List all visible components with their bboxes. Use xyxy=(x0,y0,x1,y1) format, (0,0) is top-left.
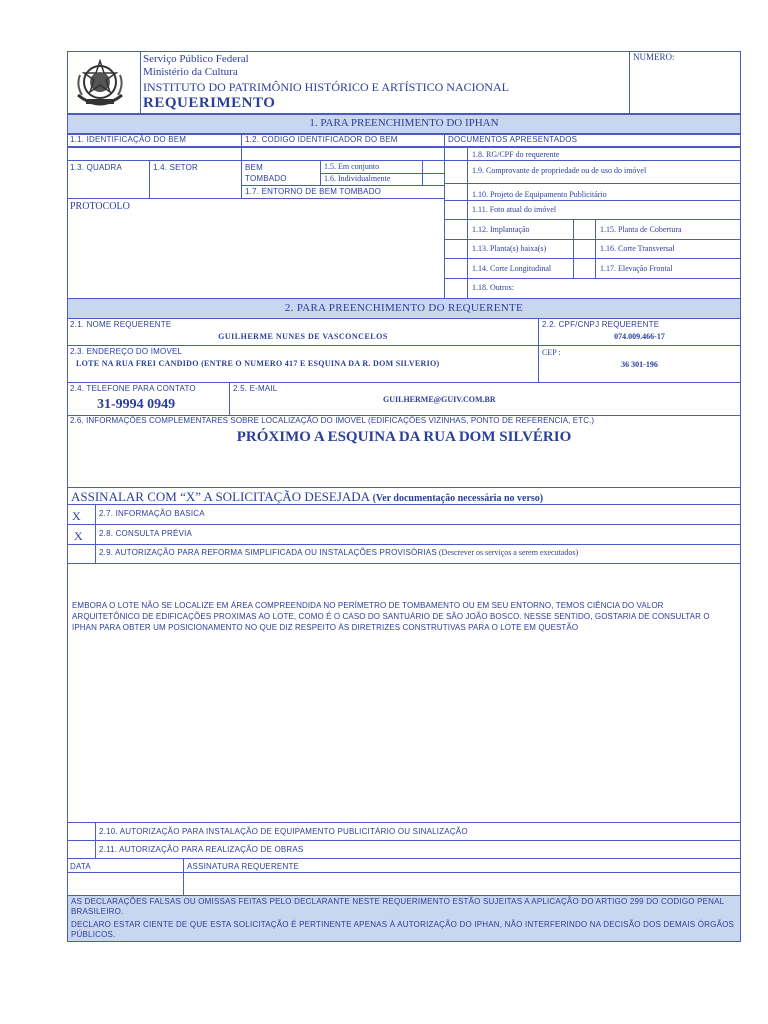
label-assinatura: ASSINATURA REQUERENTE xyxy=(187,862,300,871)
label-1-2: 1.2. CODIGO IDENTIFICADOR DO BEM xyxy=(245,135,398,144)
doc-label-1-8: 1.8. RG/CPF do requerente xyxy=(472,150,560,159)
doc-checkbox-1-18[interactable] xyxy=(444,278,468,299)
value-nome: GUILHERME NUNES DE VASCONCELOS xyxy=(218,332,388,341)
page-title: REQUERIMENTO xyxy=(143,95,276,111)
checkbox-2-11[interactable] xyxy=(67,840,96,859)
label-1-1: 1.1. IDENTIFICAÇÃO DO BEM xyxy=(70,135,187,144)
doc-label-1-14: 1.14. Corte Longitudinal xyxy=(472,264,552,273)
row-divider xyxy=(67,872,741,873)
doc-label-1-9: 1.9. Comprovante de propriedade ou de uso do imóvel xyxy=(472,166,647,175)
doc-label-1-11: 1.11. Foto atual do imóvel xyxy=(472,205,557,214)
doc-checkbox-1-9[interactable] xyxy=(444,160,468,184)
doc-checkbox-1-16[interactable] xyxy=(573,239,596,259)
doc-checkbox-1-12[interactable] xyxy=(444,219,468,240)
doc-checkbox-1-11[interactable] xyxy=(444,200,468,220)
label-1-3: 1.3. QUADRA xyxy=(70,163,122,172)
label-1-4: 1.4. SETOR xyxy=(153,163,198,172)
footer-note-2: DECLARO ESTAR CIENTE DE QUE ESTA SOLICITAÇÃO É PERTINENTE APENAS À AUTORIZAÇÃO DO IPHAN, NÃO INTERFERINDO NA DECISÃO DOS DEMAIS ÓRGÃOS PÚBLICOS. xyxy=(71,920,735,939)
header-ministry: Ministério da Cultura xyxy=(143,66,238,78)
label-2-6: 2.6. INFORMAÇÕES COMPLEMENTARES SOBRE LOCALIZAÇÃO DO IMOVEL (EDIFICAÇÕES VIZINHAS, PONTO DE REFERENCIA, ETC.) xyxy=(70,416,595,425)
mark-2-8: X xyxy=(74,529,83,543)
label-2-5: 2.5. E-MAIL xyxy=(233,384,278,393)
label-2-10: 2.10. AUTORIZAÇÃO PARA INSTALAÇÃO DE EQUIPAMENTO PUBLICITÁRIO OU SINALIZAÇÃO xyxy=(99,827,468,836)
label-cep: CEP : xyxy=(542,348,561,357)
label-2-1: 2.1. NOME REQUERENTE xyxy=(70,320,172,329)
protocolo-box-2[interactable] xyxy=(241,147,445,161)
label-2-3: 2.3. ENDEREÇO DO IMOVEL xyxy=(70,347,183,356)
docs-title: DOCUMENTOS APRESENTADOS xyxy=(448,135,578,144)
label-1-6: 1.6. Individualmente xyxy=(324,174,391,183)
label-tombado: TOMBADO xyxy=(245,174,287,183)
doc-label-1-18: 1.18. Outros: xyxy=(472,283,514,292)
label-2-9-wrap xyxy=(99,549,578,557)
assinalar-note: (Ver documentação necessária no verso) xyxy=(372,493,544,504)
doc-checkbox-1-8[interactable] xyxy=(444,147,468,161)
value-cep: 36 301-196 xyxy=(621,360,658,369)
checkbox-2-9[interactable] xyxy=(67,544,96,564)
doc-label-1-13: 1.13. Planta(s) baixa(s) xyxy=(472,244,547,253)
value-cpf: 074.009.466-17 xyxy=(614,332,665,341)
doc-label-1-15: 1.15. Planta de Cobertura xyxy=(600,225,682,234)
label-1-5: 1.5. Em conjunto xyxy=(324,162,380,171)
label-2-7: 2.7. INFORMAÇÃO BASICA xyxy=(99,509,205,518)
value-telefone: 31-9994 0949 xyxy=(97,397,176,412)
header-service: Serviço Público Federal xyxy=(143,53,249,65)
label-2-11: 2.11. AUTORIZAÇÃO PARA REALIZAÇÃO DE OBRAS xyxy=(99,845,304,854)
header-institute: INSTITUTO DO PATRIMÔNIO HISTÓRICO E ARTÍSTICO NACIONAL xyxy=(143,80,509,94)
doc-checkbox-1-17[interactable] xyxy=(573,258,596,279)
protocolo-area[interactable] xyxy=(67,198,445,299)
doc-checkbox-1-15[interactable] xyxy=(573,219,596,240)
numero-label: NUMERO: xyxy=(633,52,675,62)
doc-label-1-10: 1.10. Projeto de Equipamento Publicitário xyxy=(472,190,607,199)
field-2-6[interactable] xyxy=(67,415,741,488)
label-2-2: 2.2. CPF/CNPJ REQUERENTE xyxy=(542,320,660,329)
doc-checkbox-1-10[interactable] xyxy=(444,183,468,201)
label-2-8: 2.8. CONSULTA PRÉVIA xyxy=(99,529,193,538)
assinalar-heading xyxy=(71,490,543,504)
section2-title: 2. PARA PREENCHIMENTO DO REQUERENTE xyxy=(284,302,524,314)
checkbox-2-10[interactable] xyxy=(67,822,96,841)
value-info: PRÓXIMO A ESQUINA DA RUA DOM SILVÉRIO xyxy=(236,429,572,445)
label-2-9: 2.9. AUTORIZAÇÃO PARA REFORMA SIMPLIFICADA OU INSTALAÇÕES PROVISÓRIAS xyxy=(99,548,437,557)
brazil-coat-of-arms-icon xyxy=(72,55,128,110)
doc-checkbox-1-13[interactable] xyxy=(444,239,468,259)
protocolo-box[interactable] xyxy=(67,147,242,161)
footer-note-1: AS DECLARAÇÕES FALSAS OU OMISSAS FEITAS PELO DECLARANTE NESTE REQUERIMENTO ESTÃO SUJEITAS A APLICAÇÃO DO ARTIGO 299 DO CODIGO PENAL BRASILEIRO. xyxy=(71,897,725,916)
label-1-7: 1.7. ENTORNO DE BEM TOMBADO xyxy=(245,187,382,196)
label-data: DATA xyxy=(70,862,91,871)
value-endereco: LOTE NA RUA FREI CANDIDO (ENTRE O NUMERO 417 E ESQUINA DA R. DOM SILVERIO) xyxy=(76,359,440,368)
doc-label-1-17: 1.17. Elevação Frontal xyxy=(600,264,673,273)
value-email: GUILHERME@GUIV.COM.BR xyxy=(383,395,496,404)
mark-2-7: X xyxy=(72,509,81,523)
doc-checkbox-1-14[interactable] xyxy=(444,258,468,279)
doc-label-1-12: 1.12. Implantação xyxy=(472,225,530,234)
section1-title: 1. PARA PREENCHIMENTO DO IPHAN xyxy=(309,117,499,129)
value-descricao: EMBORA O LOTE NÃO SE LOCALIZE EM ÁREA COMPREENDIDA NO PERÍMETRO DE TOMBAMENTO OU EM SEU ENTORNO, TEMOS CIÊNCIA DO VALOR ARQUITETÔNICO DE EDIFICAÇÕES PROXIMAS AO LOTE, COMO É O CASO DO SANTUÁRIO DE SÃO JOÃO BOSCO. NESSE SENTIDO, GOSTARIA DE CONSULTAR O IPHAN PARA OBTER UM POSICIONAMENTO NO QUE DIZ RESPEITO ÀS DIRETRIZES CONSTRUTIVAS PARA O LOTE EM QUESTÃO xyxy=(72,601,710,632)
label-bem: BEM xyxy=(245,163,263,172)
label-2-4: 2.4. TELEFONE PARA CONTATO xyxy=(70,384,196,393)
label-2-9-note: (Descrever os serviços a serem executados) xyxy=(438,548,579,557)
protocolo-label: PROTOCOLO xyxy=(70,201,130,212)
checkbox-1-5[interactable] xyxy=(422,160,445,174)
doc-label-1-16: 1.16. Corte Transversal xyxy=(600,244,675,253)
assinalar-text: ASSINALAR COM “X” A SOLICITAÇÃO DESEJADA xyxy=(71,489,370,504)
